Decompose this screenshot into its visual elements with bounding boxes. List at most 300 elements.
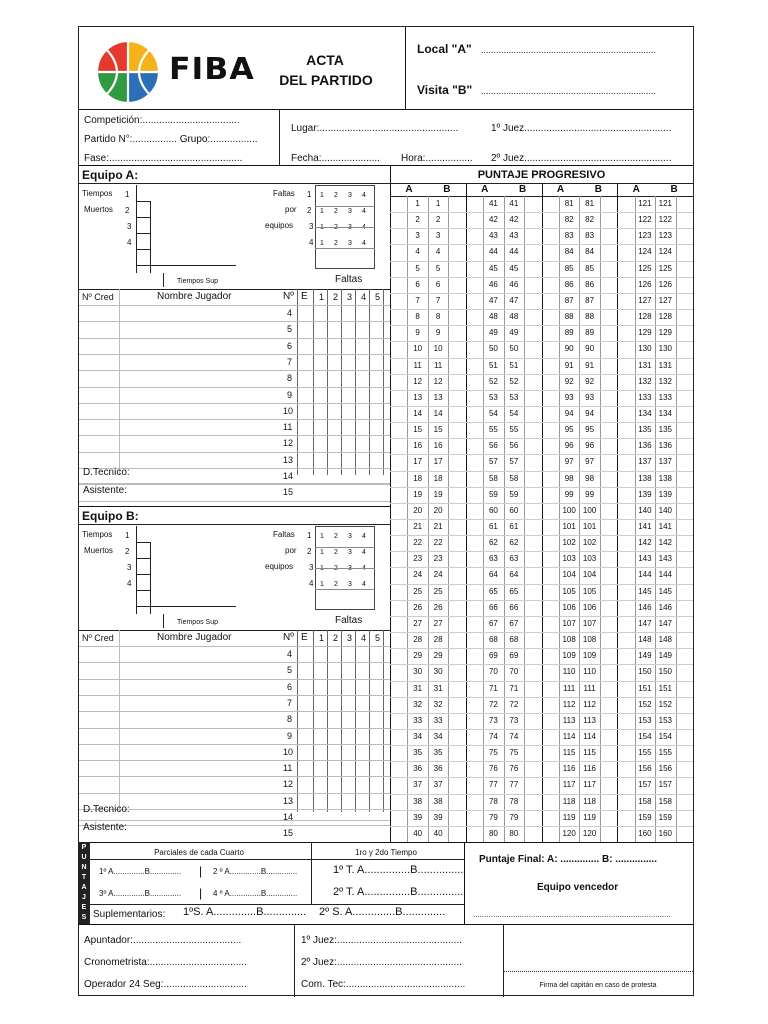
score-mark-b[interactable]: 75 (509, 748, 519, 758)
score-mark-b[interactable]: 49 (509, 328, 519, 338)
score-mark-b[interactable]: 78 (509, 796, 519, 806)
score-mark-a[interactable]: 14 (413, 408, 423, 418)
partido-grupo-field[interactable]: Partido N°:................ Grupo:................. (84, 134, 258, 145)
score-mark-a[interactable]: 88 (564, 312, 574, 322)
score-mark-b[interactable]: 12 (433, 376, 443, 386)
score-mark-a[interactable]: 95 (564, 425, 574, 435)
score-mark-a[interactable]: 53 (488, 392, 498, 402)
score-mark-a[interactable]: 121 (638, 199, 652, 208)
fecha-field[interactable]: Fecha:..................... (291, 153, 380, 164)
score-mark-a[interactable]: 118 (562, 796, 576, 806)
score-mark-b[interactable]: 66 (509, 602, 519, 612)
score-mark-a[interactable]: 86 (564, 279, 574, 289)
score-mark-b[interactable]: 96 (585, 441, 595, 451)
score-mark-a[interactable]: 35 (413, 748, 423, 758)
score-mark-b[interactable]: 25 (433, 586, 443, 596)
score-mark-b[interactable]: 74 (509, 731, 519, 741)
score-mark-b[interactable]: 22 (433, 538, 443, 548)
score-mark-b[interactable]: 137 (658, 457, 673, 467)
score-mark-b[interactable]: 40 (433, 828, 443, 838)
score-mark-a[interactable]: 157 (638, 780, 652, 790)
score-mark-b[interactable]: 81 (585, 199, 595, 208)
score-mark-b[interactable]: 106 (582, 602, 597, 612)
score-mark-a[interactable]: 8 (415, 312, 420, 322)
score-mark-a[interactable]: 44 (488, 247, 498, 257)
firma-juez1-field[interactable]: 1º Juez:............................................. (301, 935, 462, 946)
score-mark-a[interactable]: 148 (638, 635, 652, 645)
score-mark-a[interactable]: 90 (564, 344, 574, 354)
score-mark-a[interactable]: 146 (638, 602, 652, 612)
score-mark-b[interactable]: 16 (433, 441, 443, 451)
q4-field[interactable]: 4 º A..............B.............. (213, 889, 298, 898)
score-mark-b[interactable]: 83 (585, 231, 595, 241)
team-foul-mark[interactable]: 1 (320, 533, 324, 540)
team-foul-mark[interactable]: 2 (334, 240, 338, 247)
q2-field[interactable]: 2 º A..............B.............. (213, 867, 298, 876)
score-mark-b[interactable]: 46 (509, 279, 519, 289)
score-mark-a[interactable]: 4 (415, 247, 420, 257)
score-mark-b[interactable]: 52 (509, 376, 519, 386)
score-mark-b[interactable]: 76 (509, 764, 519, 774)
score-mark-a[interactable]: 52 (488, 376, 498, 386)
score-mark-a[interactable]: 74 (488, 731, 498, 741)
score-mark-b[interactable]: 142 (658, 538, 673, 548)
score-mark-a[interactable]: 119 (562, 812, 576, 822)
score-mark-a[interactable]: 66 (488, 602, 498, 612)
score-mark-a[interactable]: 39 (413, 812, 423, 822)
score-mark-b[interactable]: 77 (509, 780, 519, 790)
score-mark-b[interactable]: 86 (585, 279, 595, 289)
team-foul-mark[interactable]: 1 (320, 565, 324, 572)
score-mark-a[interactable]: 133 (638, 392, 652, 402)
score-mark-b[interactable]: 67 (509, 618, 519, 628)
score-mark-a[interactable]: 142 (638, 538, 652, 548)
score-mark-b[interactable]: 110 (583, 667, 596, 677)
apuntador-field[interactable]: Apuntador:....................................... (84, 935, 242, 946)
score-mark-a[interactable]: 134 (638, 408, 652, 418)
score-mark-a[interactable]: 48 (488, 312, 498, 322)
score-mark-b[interactable]: 85 (585, 263, 595, 273)
score-mark-a[interactable]: 68 (488, 635, 498, 645)
score-mark-b[interactable]: 71 (509, 683, 519, 693)
score-mark-a[interactable]: 69 (488, 651, 498, 661)
score-mark-a[interactable]: 65 (488, 586, 498, 596)
score-mark-a[interactable]: 107 (562, 618, 576, 628)
score-mark-a[interactable]: 124 (638, 247, 652, 257)
score-mark-a[interactable]: 59 (488, 489, 498, 499)
competicion-field[interactable]: Competición:................................... (84, 115, 240, 126)
score-mark-a[interactable]: 128 (638, 312, 652, 322)
score-mark-b[interactable]: 107 (582, 618, 597, 628)
score-mark-b[interactable]: 5 (435, 263, 441, 273)
score-mark-a[interactable]: 67 (488, 618, 498, 628)
score-mark-a[interactable]: 1 (415, 199, 420, 208)
score-mark-a[interactable]: 47 (488, 295, 498, 305)
score-mark-b[interactable]: 141 (658, 522, 673, 531)
score-mark-b[interactable]: 132 (658, 376, 673, 386)
score-mark-b[interactable]: 104 (582, 570, 597, 580)
score-mark-a[interactable]: 136 (638, 441, 652, 451)
score-mark-a[interactable]: 114 (562, 731, 576, 741)
score-mark-a[interactable]: 17 (413, 457, 423, 467)
score-mark-b[interactable]: 160 (658, 828, 673, 838)
score-mark-b[interactable]: 42 (509, 215, 519, 225)
score-mark-a[interactable]: 37 (413, 780, 423, 790)
score-mark-a[interactable]: 61 (488, 522, 498, 531)
team-foul-mark[interactable]: 1 (320, 208, 324, 215)
team-foul-mark[interactable]: 1 (320, 240, 324, 247)
score-mark-a[interactable]: 126 (638, 279, 652, 289)
score-mark-b[interactable]: 99 (585, 489, 595, 499)
team-foul-mark[interactable]: 1 (320, 581, 324, 588)
team-foul-mark[interactable]: 3 (348, 192, 352, 199)
score-mark-a[interactable]: 110 (562, 667, 576, 677)
firma-juez2-field[interactable]: 2º Juez:............................................. (301, 957, 462, 968)
juez1-field[interactable]: 1º Juez..................................................... (491, 123, 672, 134)
score-mark-b[interactable]: 151 (658, 683, 673, 693)
score-mark-a[interactable]: 84 (564, 247, 574, 257)
score-mark-b[interactable]: 101 (582, 522, 597, 531)
score-mark-b[interactable]: 62 (509, 538, 519, 548)
score-mark-a[interactable]: 54 (488, 408, 498, 418)
score-mark-b[interactable]: 108 (582, 635, 597, 645)
score-mark-b[interactable]: 111 (583, 683, 596, 693)
score-mark-a[interactable]: 123 (638, 231, 652, 241)
team-foul-mark[interactable]: 3 (348, 565, 352, 572)
score-mark-b[interactable]: 134 (658, 408, 673, 418)
team-foul-mark[interactable]: 1 (320, 192, 324, 199)
score-mark-a[interactable]: 10 (413, 344, 423, 354)
score-mark-b[interactable]: 84 (585, 247, 595, 257)
score-mark-b[interactable]: 125 (658, 263, 673, 273)
score-mark-a[interactable]: 58 (488, 473, 498, 483)
score-mark-a[interactable]: 38 (413, 796, 423, 806)
score-mark-a[interactable]: 159 (638, 812, 652, 822)
score-mark-b[interactable]: 145 (658, 586, 673, 596)
score-mark-b[interactable]: 90 (585, 344, 595, 354)
score-mark-a[interactable]: 151 (638, 683, 652, 693)
score-mark-b[interactable]: 51 (509, 360, 519, 370)
score-mark-a[interactable]: 117 (562, 780, 576, 790)
score-mark-b[interactable]: 113 (583, 715, 596, 725)
score-mark-b[interactable]: 41 (509, 199, 519, 208)
score-mark-a[interactable]: 12 (413, 376, 423, 386)
score-mark-a[interactable]: 160 (638, 828, 652, 838)
score-mark-b[interactable]: 156 (658, 764, 673, 774)
score-mark-b[interactable]: 8 (435, 312, 441, 322)
score-mark-b[interactable]: 35 (433, 748, 443, 758)
score-mark-a[interactable]: 127 (638, 295, 652, 305)
score-mark-b[interactable]: 19 (433, 489, 443, 499)
score-mark-b[interactable]: 10 (433, 344, 443, 354)
score-mark-b[interactable]: 13 (433, 392, 443, 402)
score-mark-b[interactable]: 56 (509, 441, 519, 451)
score-mark-b[interactable]: 94 (585, 408, 595, 418)
score-mark-b[interactable]: 55 (509, 425, 519, 435)
score-mark-a[interactable]: 9 (415, 328, 420, 338)
equipo-vencedor-field[interactable]: ......................................................................................... (473, 910, 671, 919)
score-mark-b[interactable]: 153 (658, 715, 673, 725)
score-mark-b[interactable]: 158 (658, 796, 673, 806)
score-mark-b[interactable]: 61 (509, 522, 519, 531)
score-mark-b[interactable]: 133 (658, 392, 673, 402)
visita-field[interactable]: ...................................................................... (481, 86, 657, 96)
score-mark-a[interactable]: 132 (638, 376, 652, 386)
score-mark-b[interactable]: 36 (433, 764, 443, 774)
score-mark-b[interactable]: 20 (433, 505, 443, 515)
score-mark-b[interactable]: 69 (509, 651, 519, 661)
score-mark-b[interactable]: 1 (435, 199, 441, 208)
score-mark-b[interactable]: 124 (658, 247, 673, 257)
score-mark-b[interactable]: 93 (585, 392, 595, 402)
score-mark-a[interactable]: 145 (638, 586, 652, 596)
score-mark-a[interactable]: 129 (638, 328, 652, 338)
team-foul-mark[interactable]: 4 (362, 192, 366, 199)
score-mark-a[interactable]: 51 (488, 360, 498, 370)
score-mark-a[interactable]: 83 (564, 231, 574, 241)
score-mark-a[interactable]: 131 (638, 360, 652, 370)
team-foul-mark[interactable]: 3 (348, 549, 352, 556)
score-mark-a[interactable]: 105 (562, 586, 576, 596)
score-mark-a[interactable]: 75 (488, 748, 498, 758)
score-mark-a[interactable]: 6 (415, 279, 420, 289)
score-mark-b[interactable]: 114 (583, 731, 596, 741)
score-mark-a[interactable]: 102 (562, 538, 576, 548)
score-mark-b[interactable]: 140 (658, 505, 673, 515)
score-mark-b[interactable]: 68 (509, 635, 519, 645)
score-mark-b[interactable]: 136 (658, 441, 673, 451)
score-mark-b[interactable]: 9 (435, 328, 441, 338)
score-mark-a[interactable]: 82 (564, 215, 574, 225)
score-mark-a[interactable]: 85 (564, 263, 574, 273)
score-mark-b[interactable]: 95 (585, 425, 595, 435)
score-mark-a[interactable]: 49 (488, 328, 498, 338)
score-mark-b[interactable]: 17 (433, 457, 443, 467)
score-mark-a[interactable]: 18 (413, 473, 423, 483)
score-mark-a[interactable]: 76 (488, 764, 498, 774)
team-foul-mark[interactable]: 2 (334, 192, 338, 199)
score-mark-a[interactable]: 7 (415, 295, 420, 305)
score-mark-b[interactable]: 149 (658, 651, 673, 661)
score-mark-a[interactable]: 42 (488, 215, 498, 225)
score-mark-a[interactable]: 140 (638, 505, 652, 515)
score-mark-a[interactable]: 104 (562, 570, 576, 580)
score-mark-a[interactable]: 40 (413, 828, 423, 838)
score-mark-a[interactable]: 152 (638, 699, 652, 709)
score-mark-a[interactable]: 144 (638, 570, 652, 580)
score-mark-a[interactable]: 99 (564, 489, 574, 499)
score-mark-b[interactable]: 7 (435, 295, 441, 305)
score-mark-b[interactable]: 37 (433, 780, 443, 790)
score-mark-b[interactable]: 154 (658, 731, 673, 741)
team-foul-mark[interactable]: 3 (348, 581, 352, 588)
assistant-field[interactable]: Asistente: (83, 822, 127, 833)
score-mark-b[interactable]: 34 (433, 731, 443, 741)
score-mark-a[interactable]: 155 (638, 748, 652, 758)
score-mark-b[interactable]: 120 (582, 828, 597, 838)
score-mark-b[interactable]: 146 (658, 602, 673, 612)
team-foul-mark[interactable]: 3 (348, 240, 352, 247)
score-mark-a[interactable]: 26 (413, 602, 423, 612)
score-mark-a[interactable]: 22 (413, 538, 423, 548)
score-mark-b[interactable]: 57 (509, 457, 519, 467)
score-mark-a[interactable]: 30 (413, 667, 423, 677)
assistant-field[interactable]: Asistente: (83, 485, 127, 496)
score-mark-b[interactable]: 105 (582, 586, 597, 596)
team-foul-mark[interactable]: 4 (362, 224, 366, 231)
score-mark-b[interactable]: 159 (658, 812, 673, 822)
score-mark-b[interactable]: 128 (658, 312, 673, 322)
score-mark-b[interactable]: 143 (658, 554, 673, 564)
score-mark-b[interactable]: 30 (433, 667, 443, 677)
score-mark-a[interactable]: 72 (488, 699, 498, 709)
score-mark-b[interactable]: 118 (583, 796, 596, 806)
score-mark-a[interactable]: 78 (488, 796, 498, 806)
score-mark-a[interactable]: 33 (413, 715, 423, 725)
score-mark-b[interactable]: 29 (433, 651, 443, 661)
local-field[interactable]: ...................................................................... (481, 45, 657, 55)
score-mark-b[interactable]: 109 (582, 651, 597, 661)
team-foul-mark[interactable]: 2 (334, 208, 338, 215)
score-mark-b[interactable]: 70 (509, 667, 519, 677)
score-mark-b[interactable]: 97 (585, 457, 595, 467)
score-mark-b[interactable]: 89 (585, 328, 595, 338)
score-mark-b[interactable]: 65 (509, 586, 519, 596)
score-mark-a[interactable]: 62 (488, 538, 498, 548)
score-mark-a[interactable]: 156 (638, 764, 652, 774)
score-mark-a[interactable]: 113 (562, 715, 576, 725)
score-mark-b[interactable]: 2 (435, 215, 441, 225)
score-mark-a[interactable]: 109 (562, 651, 576, 661)
score-mark-a[interactable]: 116 (562, 764, 576, 774)
score-mark-b[interactable]: 31 (433, 683, 443, 693)
score-mark-a[interactable]: 5 (415, 263, 420, 273)
juez2-field[interactable]: 2º Juez..................................................... (491, 153, 672, 164)
score-mark-a[interactable]: 77 (488, 780, 498, 790)
score-mark-b[interactable]: 122 (658, 215, 673, 225)
score-mark-a[interactable]: 34 (413, 731, 423, 741)
score-mark-b[interactable]: 92 (585, 376, 595, 386)
fase-field[interactable]: Fase:................................................ (84, 153, 243, 164)
team-foul-mark[interactable]: 1 (320, 224, 324, 231)
score-mark-a[interactable]: 97 (564, 457, 574, 467)
team-foul-mark[interactable]: 2 (334, 224, 338, 231)
score-mark-b[interactable]: 14 (433, 408, 443, 418)
score-mark-b[interactable]: 126 (658, 279, 673, 289)
score-mark-a[interactable]: 79 (488, 812, 498, 822)
score-mark-b[interactable]: 91 (585, 360, 595, 370)
score-mark-a[interactable]: 153 (638, 715, 652, 725)
score-mark-b[interactable]: 88 (585, 312, 595, 322)
score-mark-a[interactable]: 2 (415, 215, 420, 225)
score-mark-a[interactable]: 15 (413, 425, 423, 435)
score-mark-a[interactable]: 31 (413, 683, 423, 693)
team-foul-mark[interactable]: 1 (320, 549, 324, 556)
score-mark-a[interactable]: 70 (488, 667, 498, 677)
score-mark-a[interactable]: 28 (413, 635, 423, 645)
team-foul-mark[interactable]: 3 (348, 533, 352, 540)
score-mark-a[interactable]: 87 (564, 295, 574, 305)
score-mark-a[interactable]: 24 (413, 570, 423, 580)
team-foul-mark[interactable]: 4 (362, 533, 366, 540)
score-mark-a[interactable]: 50 (488, 344, 498, 354)
score-mark-a[interactable]: 63 (488, 554, 498, 564)
score-mark-a[interactable]: 130 (638, 344, 652, 354)
score-mark-a[interactable]: 25 (413, 586, 423, 596)
score-mark-a[interactable]: 20 (413, 505, 423, 515)
score-mark-b[interactable]: 119 (583, 812, 596, 822)
team-foul-mark[interactable]: 2 (334, 549, 338, 556)
score-mark-a[interactable]: 36 (413, 764, 423, 774)
score-mark-a[interactable]: 32 (413, 699, 423, 709)
score-mark-b[interactable]: 73 (509, 715, 519, 725)
score-mark-a[interactable]: 60 (488, 505, 498, 515)
score-mark-a[interactable]: 120 (562, 828, 576, 838)
t2-field[interactable]: 2º T. A...............B............... (333, 886, 464, 898)
score-mark-b[interactable]: 11 (433, 360, 443, 370)
score-mark-a[interactable]: 112 (562, 699, 576, 709)
score-mark-b[interactable]: 138 (658, 473, 673, 483)
score-mark-b[interactable]: 130 (658, 344, 673, 354)
score-mark-a[interactable]: 91 (564, 360, 574, 370)
score-mark-a[interactable]: 143 (638, 554, 652, 564)
score-mark-b[interactable]: 121 (658, 199, 673, 208)
score-mark-b[interactable]: 23 (433, 554, 443, 564)
score-mark-b[interactable]: 139 (658, 489, 673, 499)
score-mark-a[interactable]: 19 (413, 489, 423, 499)
score-mark-b[interactable]: 103 (582, 554, 597, 564)
score-mark-a[interactable]: 103 (562, 554, 576, 564)
score-mark-a[interactable]: 93 (564, 392, 574, 402)
score-mark-b[interactable]: 79 (509, 812, 519, 822)
score-mark-a[interactable]: 23 (413, 554, 423, 564)
score-mark-a[interactable]: 73 (488, 715, 498, 725)
score-mark-b[interactable]: 54 (509, 408, 519, 418)
com-tec-field[interactable]: Com. Tec:........................................... (301, 979, 466, 990)
coach-field[interactable]: D.Tecnico: (83, 467, 130, 478)
score-mark-a[interactable]: 21 (413, 522, 423, 531)
lugar-field[interactable]: Lugar:.................................................. (291, 123, 459, 134)
score-mark-b[interactable]: 155 (658, 748, 673, 758)
score-mark-a[interactable]: 115 (562, 748, 576, 758)
coach-field[interactable]: D.Tecnico: (83, 804, 130, 815)
team-foul-mark[interactable]: 4 (362, 565, 366, 572)
cronometrista-field[interactable]: Cronometrista:................................... (84, 957, 247, 968)
team-foul-mark[interactable]: 4 (362, 240, 366, 247)
score-mark-a[interactable]: 100 (562, 505, 576, 515)
score-mark-a[interactable]: 56 (488, 441, 498, 451)
puntaje-final-field[interactable]: Puntaje Final: A: .............. B: ............... (479, 854, 657, 865)
score-mark-b[interactable]: 15 (433, 425, 443, 435)
score-mark-b[interactable]: 48 (509, 312, 519, 322)
score-mark-a[interactable]: 80 (488, 828, 498, 838)
score-mark-b[interactable]: 28 (433, 635, 443, 645)
score-mark-a[interactable]: 101 (562, 522, 576, 531)
score-mark-b[interactable]: 135 (658, 425, 673, 435)
score-mark-a[interactable]: 3 (415, 231, 420, 241)
score-mark-b[interactable]: 131 (658, 360, 673, 370)
score-mark-a[interactable]: 138 (638, 473, 652, 483)
score-mark-a[interactable]: 94 (564, 408, 574, 418)
score-mark-a[interactable]: 11 (413, 360, 422, 370)
score-mark-a[interactable]: 125 (638, 263, 652, 273)
operador-field[interactable]: Operador 24 Seg:.............................. (84, 979, 247, 990)
score-mark-b[interactable]: 72 (509, 699, 519, 709)
score-mark-b[interactable]: 98 (585, 473, 595, 483)
team-foul-mark[interactable]: 3 (348, 208, 352, 215)
score-mark-b[interactable]: 3 (435, 231, 441, 241)
score-mark-b[interactable]: 60 (509, 505, 519, 515)
